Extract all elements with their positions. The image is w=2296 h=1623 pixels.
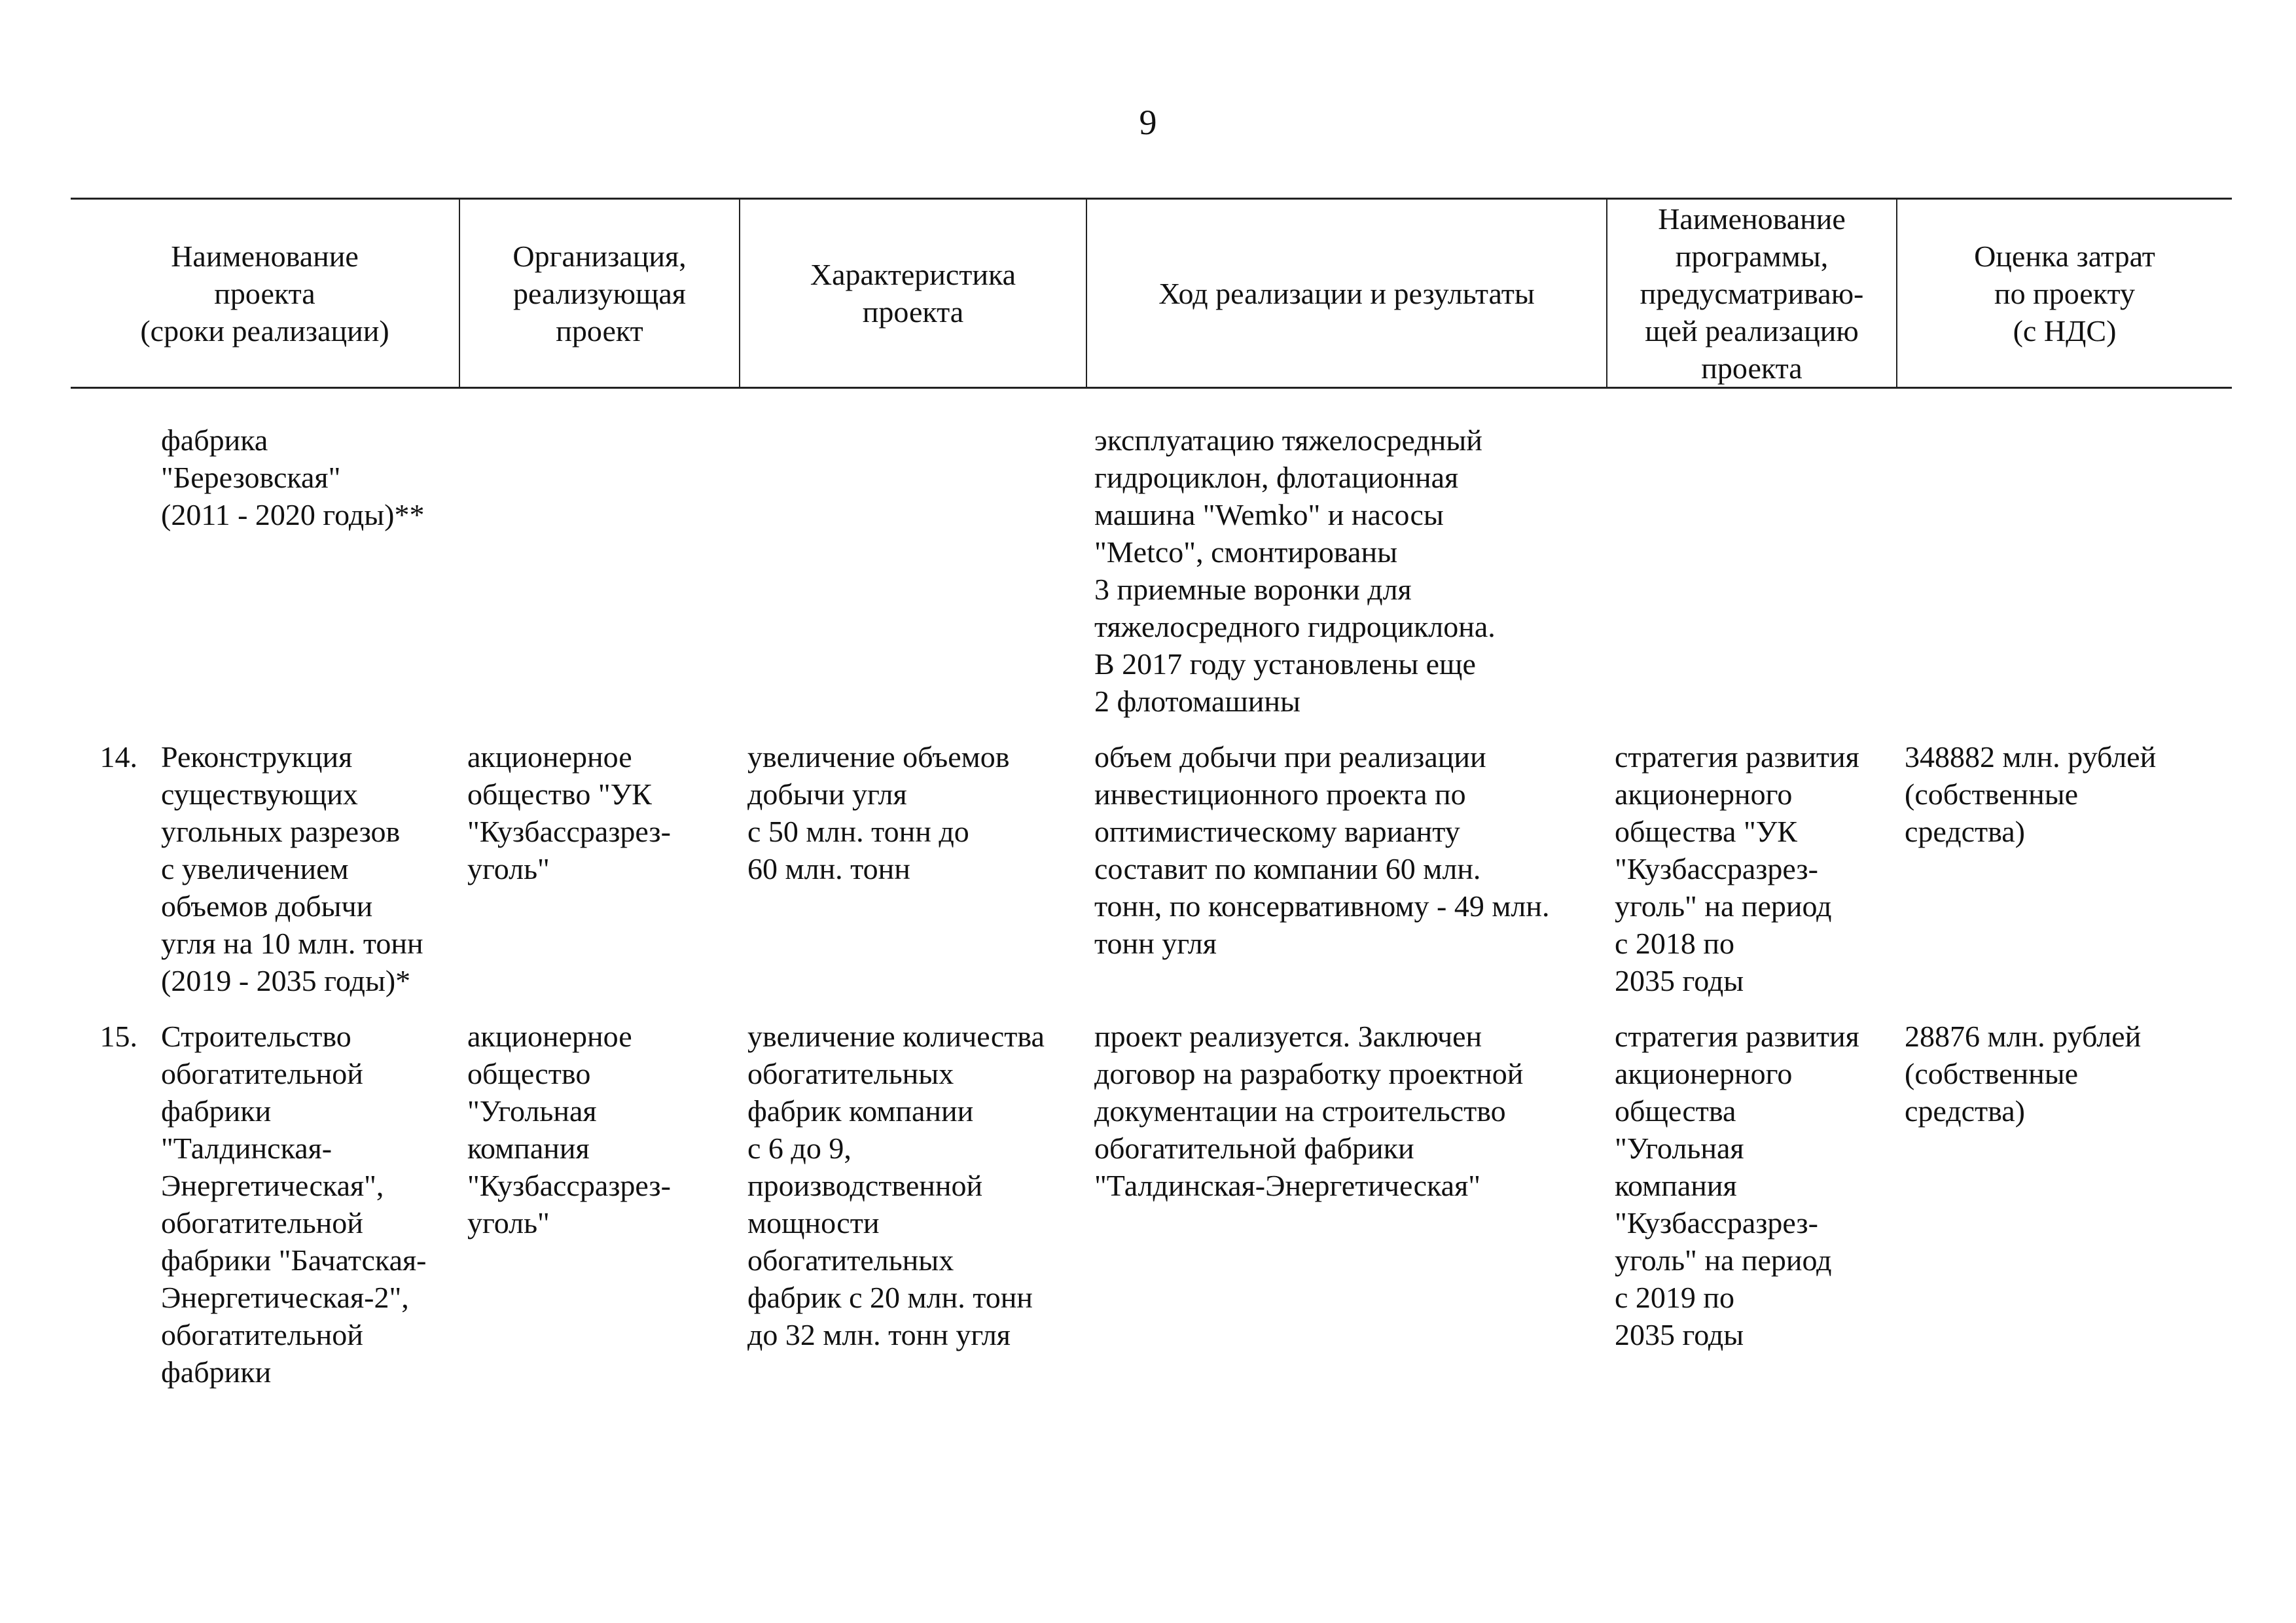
projects-table [71, 198, 2232, 1391]
program-cell: стратегия развития акционерного общества "УК "Кузбассразрез- уголь" на период с 2018 по 2035 годы [1615, 740, 1859, 997]
characteristic-cell: увеличение объемов добычи угля с 50 млн. тонн до 60 млн. тонн [747, 740, 1010, 885]
program-cell: стратегия развития акционерного общества "Угольная компания "Кузбассразрез- уголь" на период с 2019 по 2035 годы [1615, 1020, 1859, 1351]
header-program: Наименование программы, предусматриваю- щей реализацию проекта [1607, 199, 1897, 388]
cost-cell: 28876 млн. рублей (собственные средства) [1905, 1020, 2142, 1128]
header-organization: Организация, реализующая проект [459, 199, 740, 388]
cost-cell: 348882 млн. рублей (собственные средства) [1905, 740, 2157, 848]
table-row-14 [71, 730, 2232, 1010]
progress-cell: эксплуатацию тяжелосредный гидроциклон, флотационная машина "Wemko" и насосы "Metco", смонтированы 3 приемные воронки для тяжелосредного гидроциклона. В 2017 году установлены еще 2 флотомашины [1094, 423, 1496, 718]
progress-cell: объем добычи при реализации инвестиционного проекта по оптимистическому варианту составит по компании 60 млн. тонн, по консервативному - 49 млн. тонн угля [1094, 740, 1550, 960]
project-name-cell: Реконструкция существующих угольных разрезов с увеличением объемов добычи угля на 10 млн. тонн (2019 - 2035 годы)* [161, 740, 423, 997]
program-cell [1607, 388, 1897, 731]
header-characteristic: Характеристика проекта [740, 199, 1086, 388]
row-number [71, 388, 153, 731]
characteristic-cell [740, 388, 1086, 731]
page-number: 9 [1139, 103, 1157, 142]
project-name-cell: фабрика "Березовская" (2011 - 2020 годы)** [161, 423, 425, 531]
table-row-15 [71, 1010, 2232, 1391]
row-number: 15. [99, 1020, 137, 1053]
characteristic-cell: увеличение количества обогатительных фабрик компании с 6 до 9, производственной мощности обогатительных фабрик с 20 млн. тонн до 32 млн. тонн угля [747, 1020, 1045, 1351]
project-name-cell: Строительство обогатительной фабрики "Талдинская- Энергетическая", обогатительной фабрики "Бачатская- Энергетическая-2", обогатительной фабрики [161, 1020, 427, 1389]
header-cost: Оценка затрат по проекту (с НДС) [1897, 199, 2232, 388]
header-row [71, 199, 2232, 388]
header-project-name: Наименование проекта (сроки реализации) [71, 199, 459, 388]
cost-cell [1897, 388, 2232, 731]
organization-cell [459, 388, 740, 731]
table-body [71, 388, 2232, 1391]
header-progress: Ход реализации и результаты [1086, 199, 1607, 388]
table-header [71, 199, 2232, 388]
row-number: 14. [99, 740, 137, 774]
progress-cell: проект реализуется. Заключен договор на разработку проектной документации на строительство обогатительной фабрики "Талдинская-Энергетическая" [1094, 1020, 1524, 1202]
table-row-continuation [71, 388, 2232, 731]
organization-cell: акционерное общество "Угольная компания "Кузбассразрез- уголь" [467, 1020, 671, 1240]
organization-cell: акционерное общество "УК "Кузбассразрез- уголь" [467, 740, 671, 885]
